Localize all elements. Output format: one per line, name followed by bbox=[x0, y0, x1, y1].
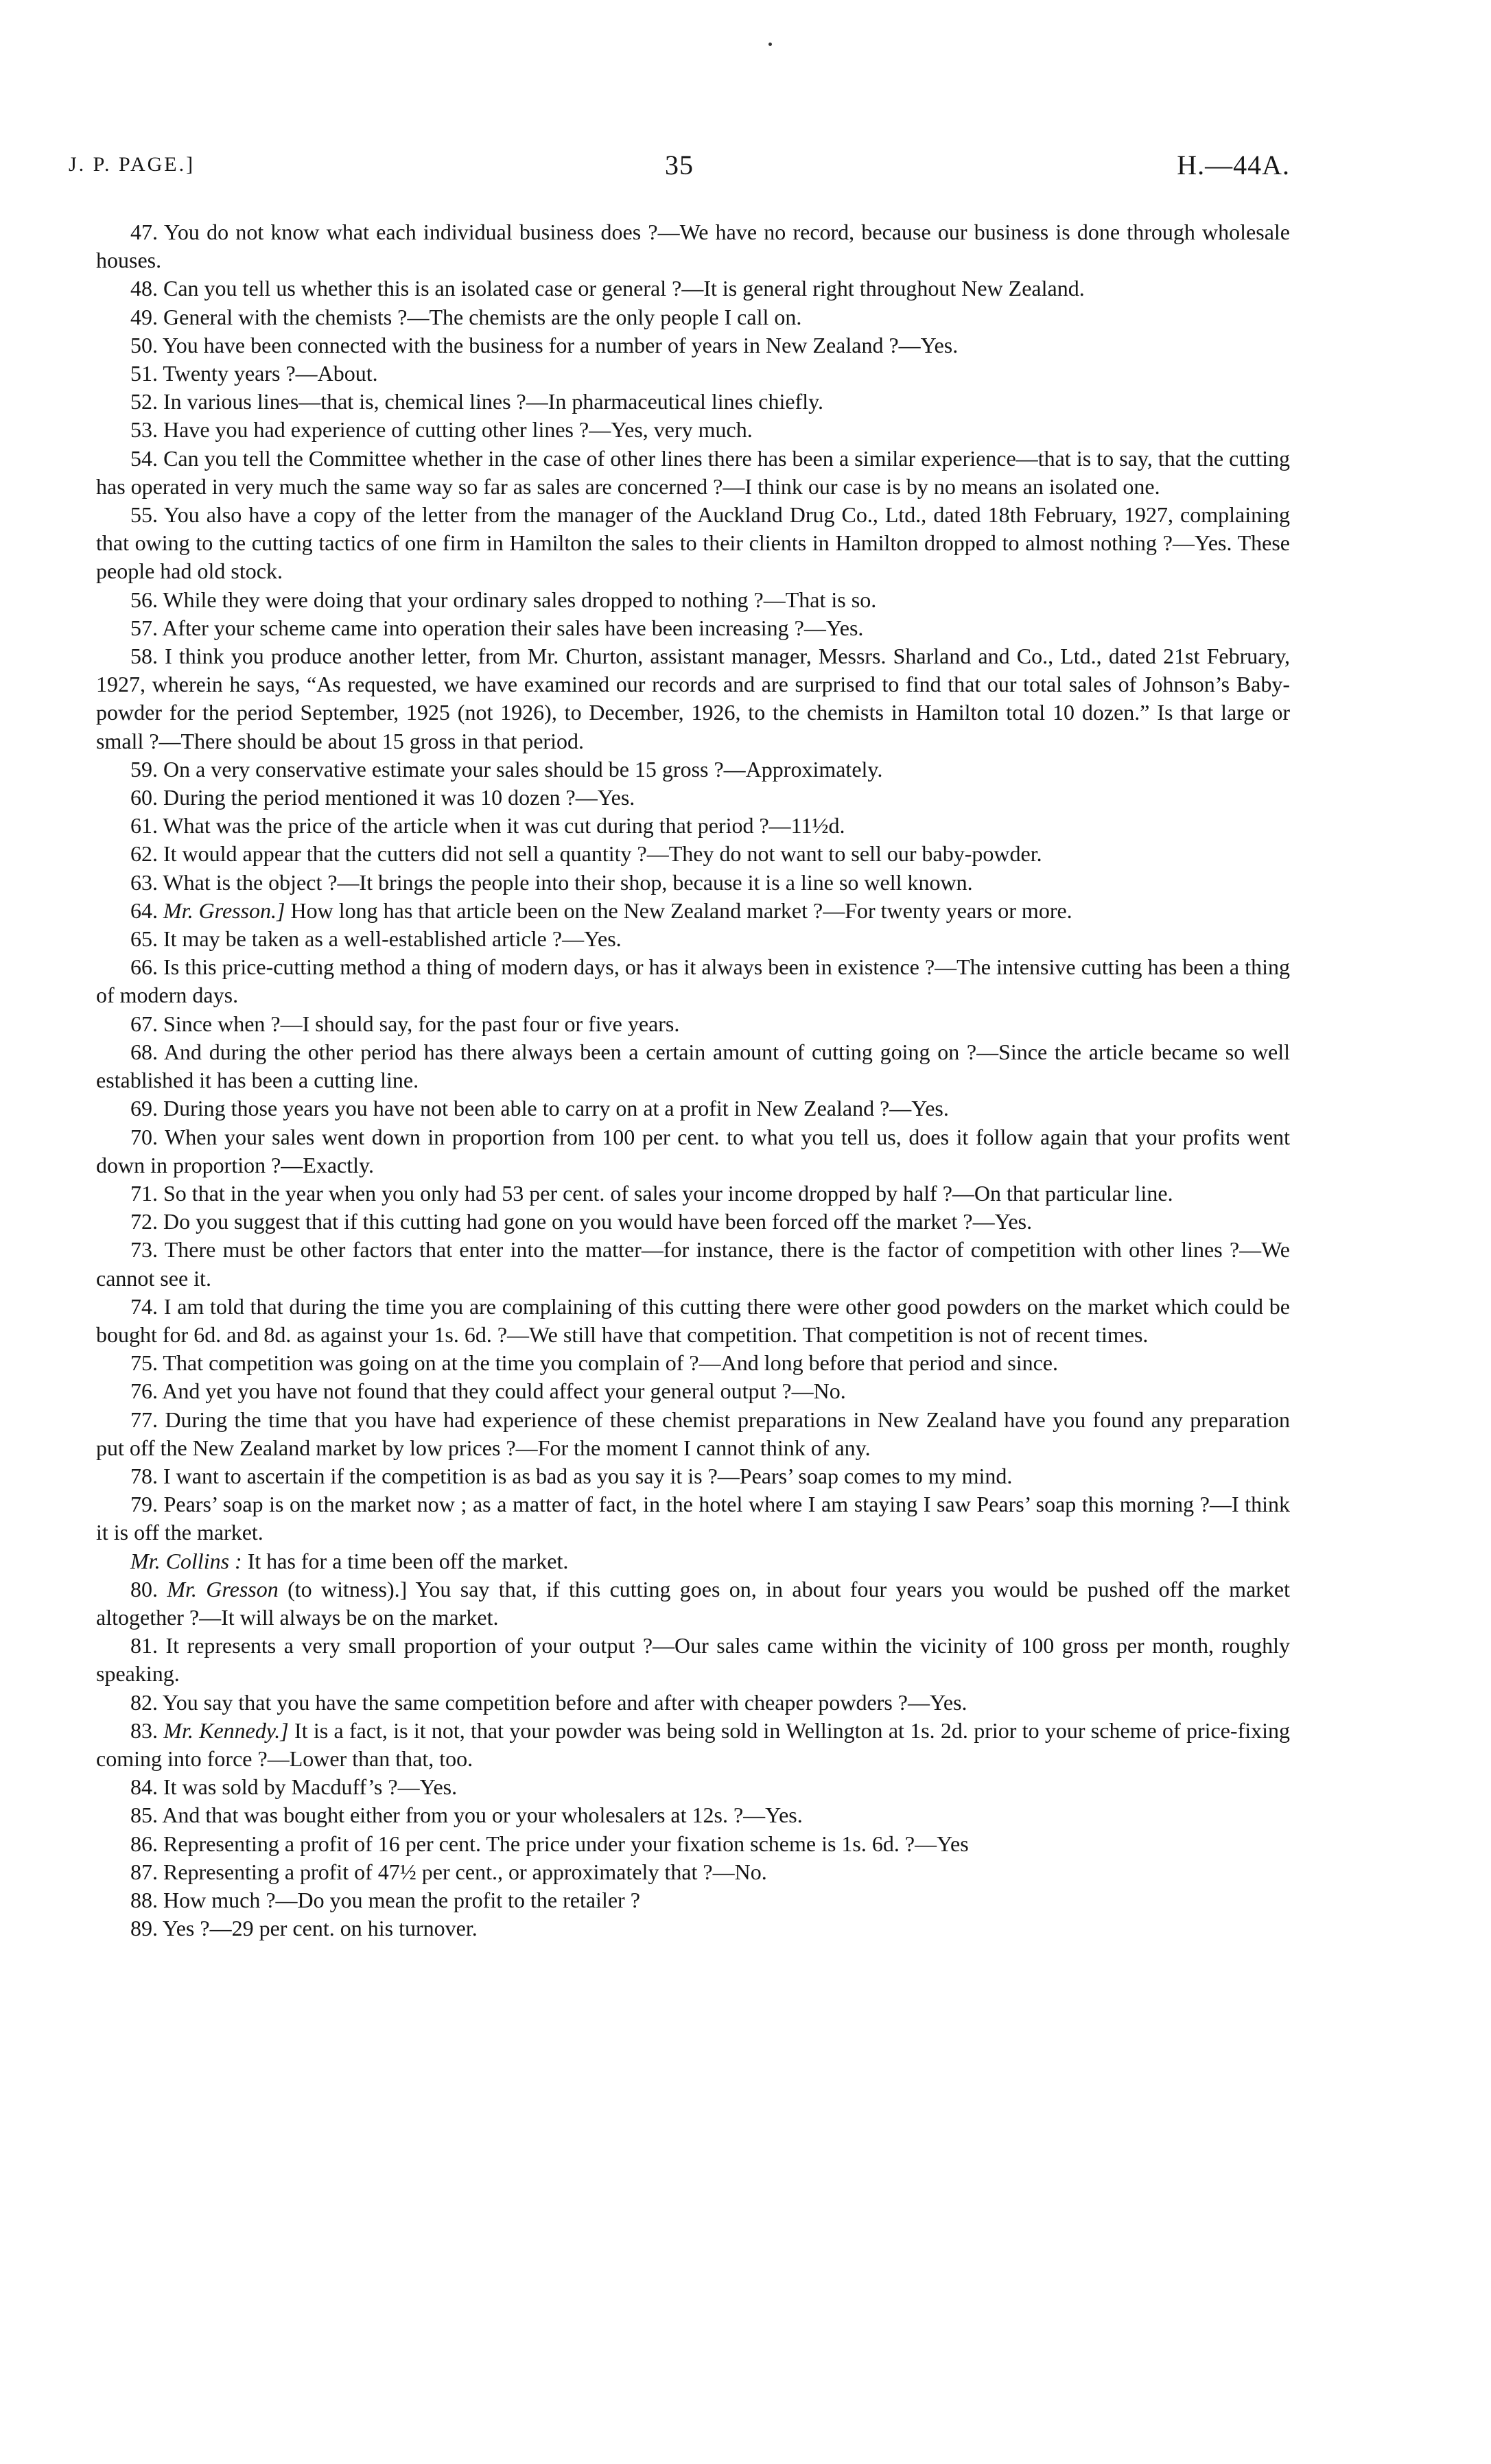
paragraph bbox=[96, 897, 1290, 925]
paragraph: 82. You say that you have the same competition before and after with cheaper powders ?—Yes. bbox=[130, 1689, 967, 1715]
speaker-name: Mr. Gresson.] bbox=[163, 897, 285, 923]
paragraph-number: 64. bbox=[130, 897, 163, 923]
paragraph-text: It is a fact, is it not, that your powder was being sold in Wellington at 1s. 2d. prior to your scheme of price-fixing coming into force ?—Lower than that, too. bbox=[96, 1717, 1291, 1771]
paragraph-text: (to witness).] You say that, if this cutting goes on, in about four years you would be pushed off the market altogether ?—It will always be on the market. bbox=[96, 1576, 1291, 1630]
paragraph: 76. And yet you have not found that they could affect your general output ?—No. bbox=[130, 1378, 846, 1404]
paragraph: 61. What was the price of the article when it was cut during that period ?—11½d. bbox=[130, 813, 845, 838]
paragraph: 85. And that was bought either from you or your wholesalers at 12s. ?—Yes. bbox=[130, 1803, 803, 1828]
paragraph: 73. There must be other factors that enter into the matter—for instance, there is the factor of competition with other lines ?—We cannot see it. bbox=[96, 1237, 1290, 1291]
paragraph: 51. Twenty years ?—About. bbox=[130, 361, 378, 386]
speaker-name: Mr. Gresson bbox=[167, 1576, 279, 1601]
paragraph: 65. It may be taken as a well-established article ?—Yes. bbox=[130, 926, 622, 952]
paragraph: 69. During those years you have not been able to carry on at a profit in New Zealand ?—Yes. bbox=[130, 1096, 949, 1121]
document-body bbox=[96, 218, 1290, 1943]
paragraph: 57. After your scheme came into operation their sales have been increasing ?—Yes. bbox=[130, 615, 864, 640]
paragraph: 71. So that in the year when you only had 53 per cent. of sales your income dropped by half ?—On that particular line. bbox=[130, 1180, 1173, 1206]
paragraph bbox=[96, 1547, 1290, 1575]
paragraph-number: 83. bbox=[130, 1717, 164, 1743]
paragraph: 49. General with the chemists ?—The chemists are the only people I call on. bbox=[130, 304, 802, 329]
paragraph: 56. While they were doing that your ordinary sales dropped to nothing ?—That is so. bbox=[130, 587, 877, 612]
paragraph: 81. It represents a very small proportion of your output ?—Our sales came within the vicinity of 100 gross per month, roughly speaking. bbox=[96, 1633, 1290, 1687]
paragraph: 86. Representing a profit of 16 per cent. The price under your fixation scheme is 1s. 6d. ?—Yes bbox=[130, 1831, 969, 1856]
speck bbox=[768, 43, 772, 46]
page-header bbox=[69, 141, 1290, 189]
paragraph-text: How long has that article been on the New Zealand market ?—For twenty years or more. bbox=[285, 897, 1072, 923]
paragraph: 78. I want to ascertain if the competition is as bad as you say it is ?—Pears’ soap comes to my mind. bbox=[130, 1463, 1013, 1488]
paragraph: 68. And during the other period has there always been a certain amount of cutting going on ?—Since the article became so well established it has been a cutting line. bbox=[96, 1039, 1290, 1093]
paragraph: 70. When your sales went down in proportion from 100 per cent. to what you tell us, does it follow again that your profits went down in proportion ?—Exactly. bbox=[96, 1124, 1290, 1177]
paragraph: 75. That competition was going on at the time you complain of ?—And long before that period and since. bbox=[130, 1350, 1058, 1376]
paragraph: 84. It was sold by Macduff’s ?—Yes. bbox=[130, 1774, 458, 1800]
paragraph: 60. During the period mentioned it was 10 dozen ?—Yes. bbox=[130, 785, 635, 810]
paragraph: 54. Can you tell the Committee whether in the case of other lines there has been a similar experience—that is to say, that the cutting has operated in very much the same way so far as sales are concerned ?—I think our case is by no means an isolated one. bbox=[96, 445, 1290, 499]
speaker-name: Mr. Kennedy.] bbox=[163, 1717, 289, 1743]
paragraph: 79. Pears’ soap is on the market now ; as a matter of fact, in the hotel where I am staying I saw Pears’ soap this morning ?—I think it is off the market. bbox=[96, 1492, 1290, 1545]
paragraph: 58. I think you produce another letter, from Mr. Churton, assistant manager, Messrs. Sharland and Co., Ltd., dated 21st February, 1927, wherein he says, “As requested, we have examined our records and are surprised to find that our total sales of Johnson’s Baby-powder for the period September, 1925 (not 1926), to December, 1926, to the chemists in Hamilton total 10 dozen.” Is that large or small ?—There should be about 15 gross in that period. bbox=[96, 644, 1290, 753]
paragraph-text: It has for a time been off the market. bbox=[242, 1548, 569, 1573]
paragraph: 67. Since when ?—I should say, for the past four or five years. bbox=[130, 1011, 680, 1036]
document-reference: H.—44A. bbox=[1177, 150, 1290, 180]
paragraph bbox=[96, 1717, 1290, 1773]
paragraph: 52. In various lines—that is, chemical lines ?—In pharmaceutical lines chiefly. bbox=[130, 389, 824, 414]
paragraph: 62. It would appear that the cutters did not sell a quantity ?—They do not want to sell our baby-powder. bbox=[130, 841, 1042, 867]
paragraph: 89. Yes ?—29 per cent. on his turnover. bbox=[130, 1916, 478, 1941]
paragraph: 77. During the time that you have had experience of these chemist preparations in New Zealand have you found any preparation put off the New Zealand market by low prices ?—For the moment I cannot think of any. bbox=[96, 1407, 1290, 1460]
paragraph: 66. Is this price-cutting method a thing of modern days, or has it always been in existence ?—The intensive cutting has been a thing of modern days. bbox=[96, 954, 1290, 1008]
paragraph: 47. You do not know what each individual business does ?—We have no record, because our business is done through wholesale houses. bbox=[96, 220, 1290, 273]
paragraph: 87. Representing a profit of 47½ per cent., or approximately that ?—No. bbox=[130, 1859, 767, 1884]
paragraph: 59. On a very conservative estimate your sales should be 15 gross ?—Approximately. bbox=[130, 756, 883, 782]
paragraph-number: 80. bbox=[130, 1576, 167, 1601]
paragraph: 53. Have you had experience of cutting other lines ?—Yes, very much. bbox=[130, 417, 753, 443]
paragraph: 88. How much ?—Do you mean the profit to the retailer ? bbox=[130, 1887, 640, 1912]
paragraph: 74. I am told that during the time you are complaining of this cutting there were other good powders on the market which could be bought for 6d. and 8d. as against your 1s. 6d. ?—We still have that competition. That competition is not of recent times. bbox=[96, 1293, 1290, 1347]
running-head-left: J. P. PAGE.] bbox=[69, 153, 196, 176]
page-number: 35 bbox=[665, 150, 694, 180]
paragraph bbox=[96, 1575, 1290, 1632]
paragraph: 63. What is the object ?—It brings the people into their shop, because it is a line so well known. bbox=[130, 869, 973, 895]
paragraph: 50. You have been connected with the business for a number of years in New Zealand ?—Yes. bbox=[130, 332, 959, 357]
paragraph: 48. Can you tell us whether this is an isolated case or general ?—It is general right throughout New Zealand. bbox=[130, 276, 1085, 301]
paragraph: 72. Do you suggest that if this cutting had gone on you would have been forced off the market ?—Yes. bbox=[130, 1209, 1033, 1234]
speaker-name: Mr. Collins : bbox=[130, 1548, 242, 1573]
paragraph: 55. You also have a copy of the letter from the manager of the Auckland Drug Co., Ltd., dated 18th February, 1927, complaining that owing to the cutting tactics of one firm in Hamilton the sales to their clients in Hamilton dropped to almost nothing ?—Yes. These people had old stock. bbox=[96, 502, 1290, 584]
